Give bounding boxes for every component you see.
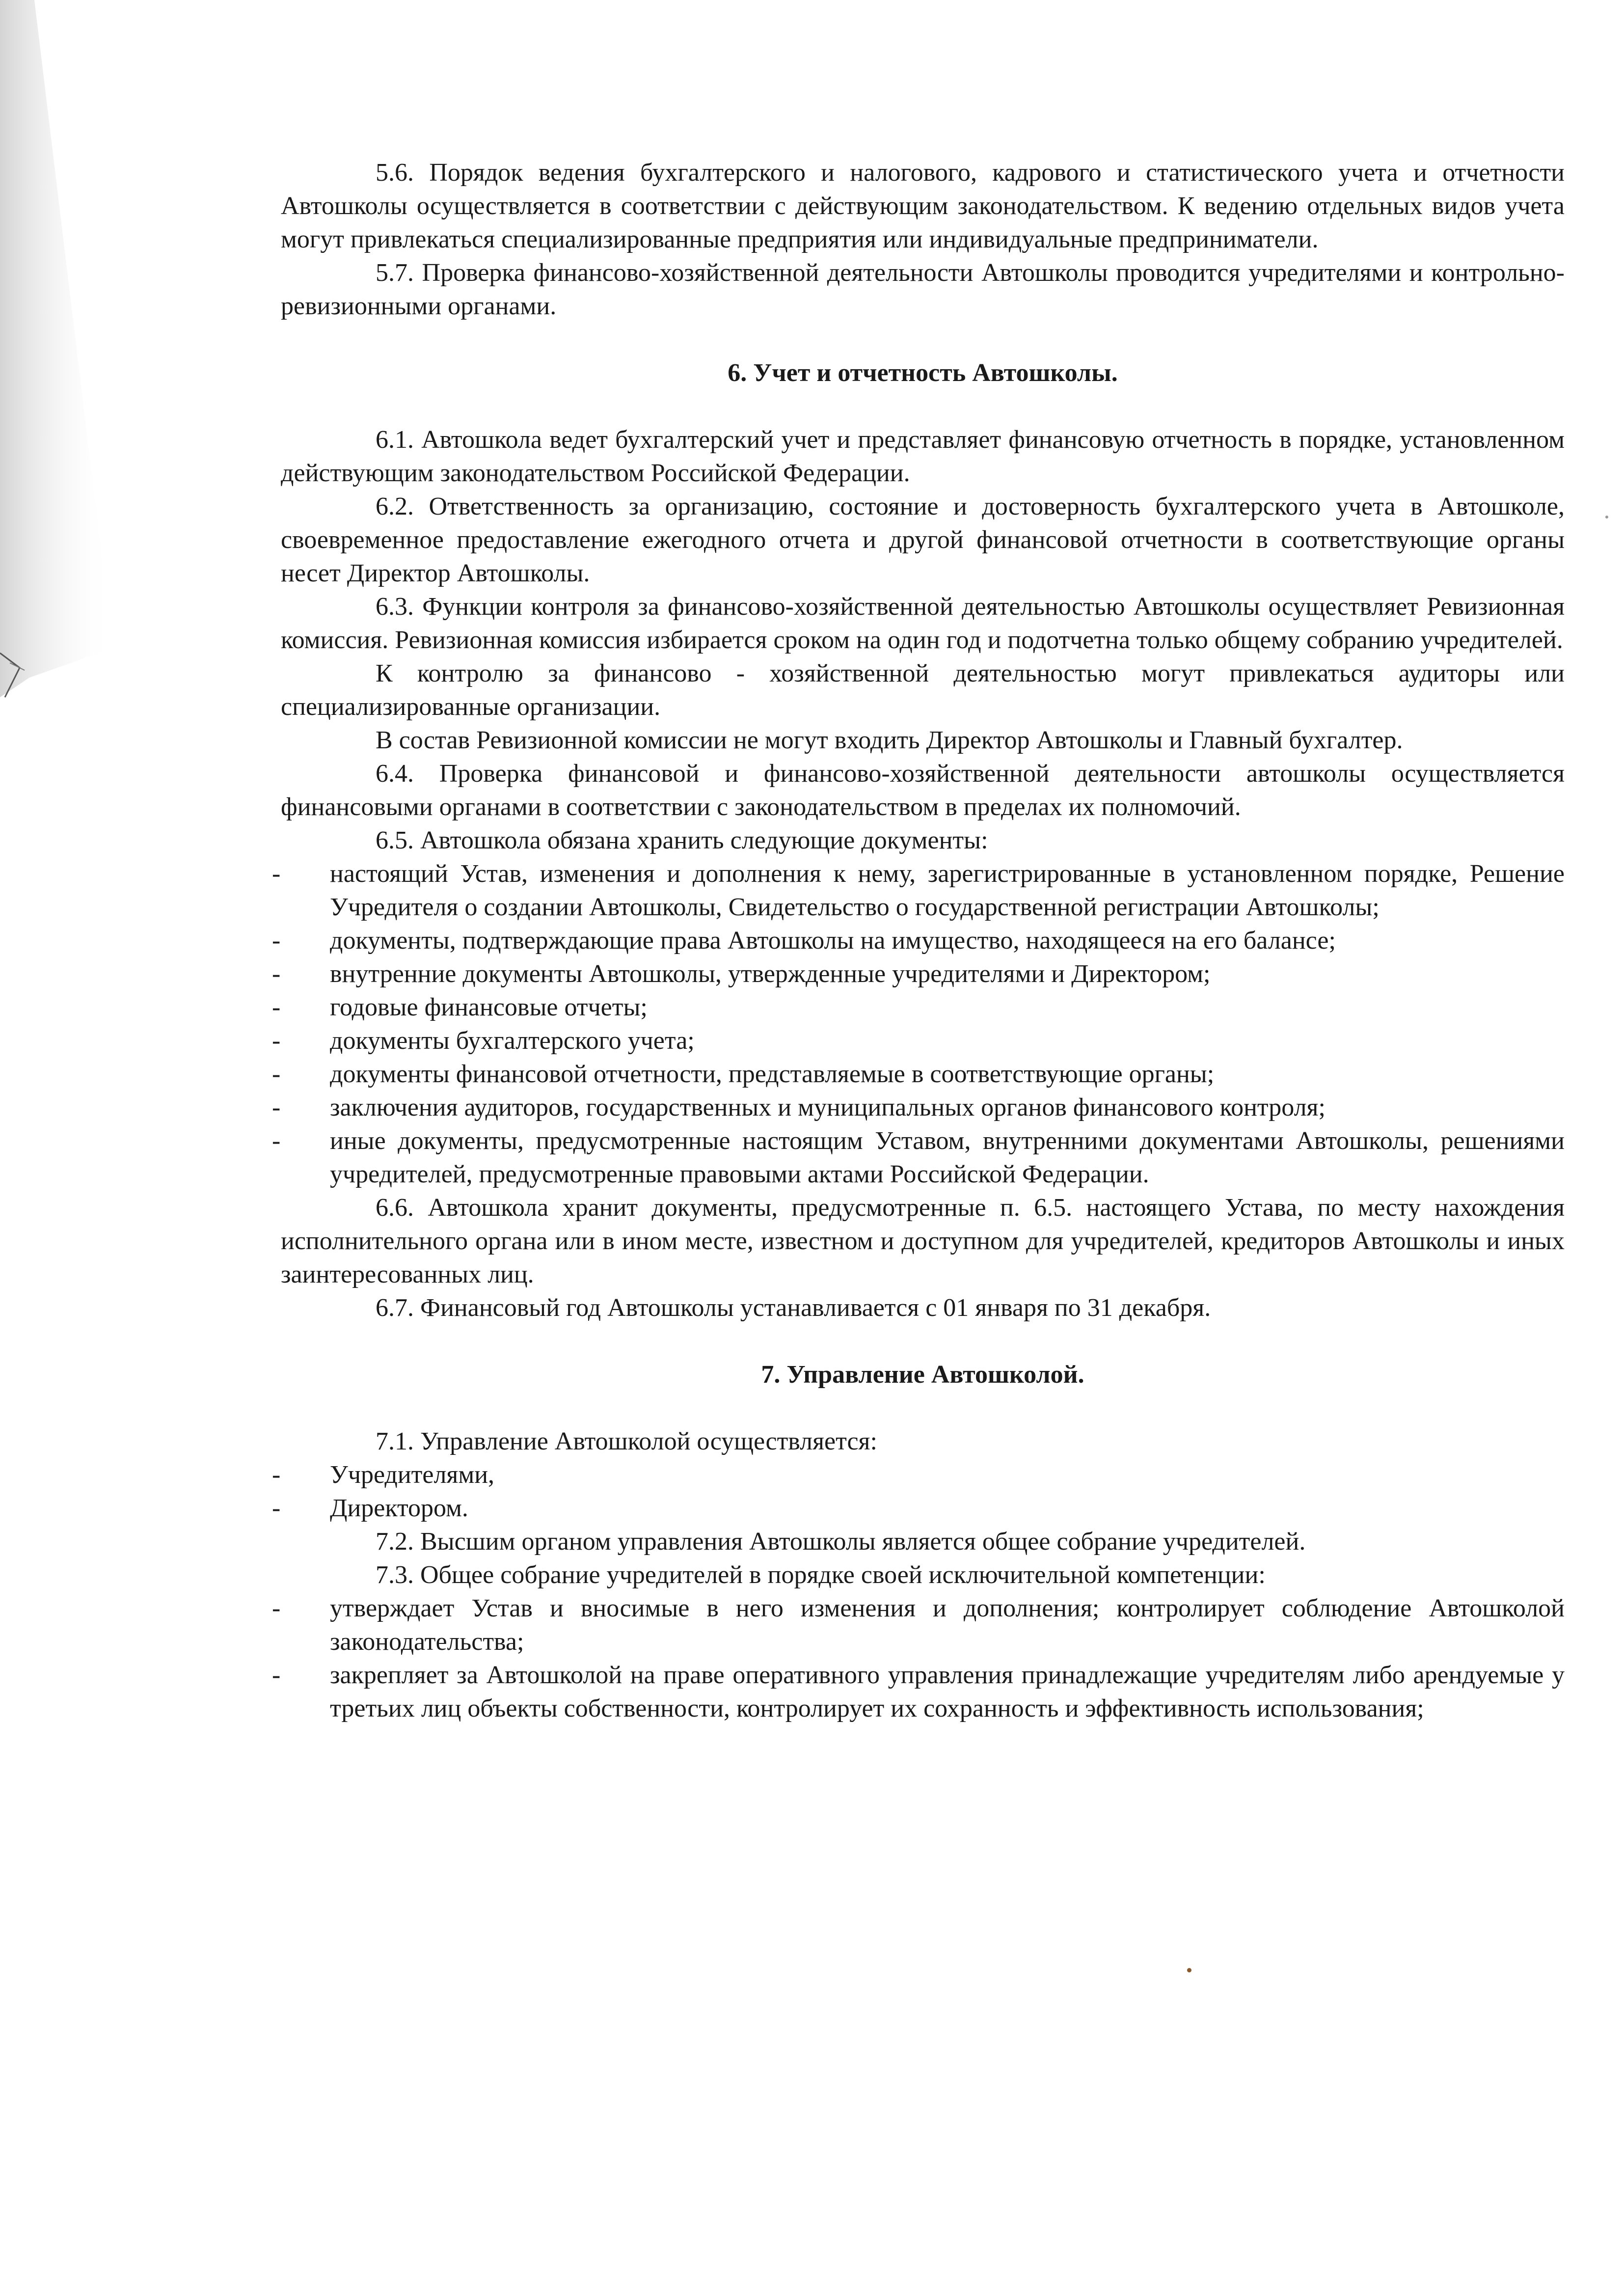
list-item: - заключения аудиторов, государственных и муниципальных органов финансового контроля;: [281, 1091, 1565, 1124]
dash-marker: -: [272, 1661, 281, 1689]
list-item: - документы бухгалтерского учета;: [281, 1024, 1565, 1058]
section-6-heading: 6. Учет и отчетность Автошколы.: [728, 359, 1118, 387]
scan-speck: [1605, 516, 1608, 519]
paragraph-6-2: 6.2. Ответственность за организацию, состояние и достоверность бухгалтерского учета в Автошколе, своевременное предоставление ежегодного отчета и другой финансовой отчетности в соответствующие органы несет Директор Автошколы.: [281, 492, 1565, 587]
list-7-1: [272, 1458, 1565, 1525]
paragraph-6-3-composition: В состав Ревизионной комиссии не могут входить Директор Автошколы и Главный бухгалтер.: [376, 726, 1403, 754]
dash-marker: -: [272, 1594, 281, 1622]
page-fold-shadow: [0, 0, 128, 737]
list-item: - настоящий Устав, изменения и дополнения к нему, зарегистрированные в установленном порядке, Решение Учредителя о создании Автошколы, Свидетельство о государственной регистрации Автошколы;: [281, 857, 1565, 924]
list-7-3: [272, 1592, 1565, 1725]
paragraph-6-3: 6.3. Функции контроля за финансово-хозяйственной деятельностью Автошколы осуществляет Ревизионная комиссия. Ревизионная комиссия избирается сроком на один год и подотчетна только общему собранию учредителей.: [281, 593, 1565, 654]
dash-marker: -: [272, 1060, 281, 1088]
dash-marker: -: [272, 860, 281, 888]
dash-marker: -: [272, 1093, 281, 1121]
dash-marker: -: [272, 1494, 281, 1522]
paragraph-6-4: 6.4. Проверка финансовой и финансово-хозяйственной деятельности автошколы осуществляется финансовыми органами в соответствии с законодательством в пределах их полномочий.: [281, 760, 1565, 821]
paragraph-6-1: 6.1. Автошкола ведет бухгалтерский учет и представляет финансовую отчетность в порядке, установленном действующим законодательством Российской Федерации.: [281, 426, 1565, 487]
dash-marker: -: [272, 960, 281, 988]
list-item: - утверждает Устав и вносимые в него изменения и дополнения; контролирует соблюдение Автошколой законодательства;: [281, 1592, 1565, 1659]
paragraph-6-6: 6.6. Автошкола хранит документы, предусмотренные п. 6.5. настоящего Устава, по месту нахождения исполнительного органа или в ином месте, известном и доступном для учредителей, кредиторов Автошколы и иных заинтересованных лиц.: [281, 1194, 1565, 1288]
list-item: - Директором.: [281, 1492, 1565, 1525]
document-body: [272, 156, 1565, 1725]
list-item: - внутренние документы Автошколы, утвержденные учредителями и Директором;: [281, 957, 1565, 991]
list-item: - документы, подтверждающие права Автошколы на имущество, находящееся на его балансе;: [281, 924, 1565, 957]
list-item: - годовые финансовые отчеты;: [281, 991, 1565, 1024]
dash-marker: -: [272, 993, 281, 1021]
paragraph-7-1: 7.1. Управление Автошколой осуществляется:: [376, 1427, 877, 1455]
paragraph-6-7: 6.7. Финансовый год Автошколы устанавливается с 01 января по 31 декабря.: [376, 1294, 1211, 1322]
paragraph-5-7: 5.7. Проверка финансово-хозяйственной деятельности Автошколы проводится учредителями и контрольно-ревизионными органами.: [281, 259, 1565, 320]
list-item: - закрепляет за Автошколой на праве оперативного управления принадлежащие учредителям либо арендуемые у третьих лиц объекты собственности, контролирует их сохранность и эффективность использования;: [281, 1659, 1565, 1725]
paragraph-6-3-auditors: К контролю за финансово - хозяйственной деятельностью могут привлекаться аудиторы или специализированные организации.: [281, 659, 1565, 721]
paragraph-6-5: 6.5. Автошкола обязана хранить следующие документы:: [376, 826, 988, 854]
dash-marker: -: [272, 1027, 281, 1055]
paragraph-7-3: 7.3. Общее собрание учредителей в порядке своей исключительной компетенции:: [376, 1561, 1266, 1589]
section-7-heading: 7. Управление Автошколой.: [761, 1361, 1084, 1389]
dash-marker: -: [272, 927, 281, 955]
dash-marker: -: [272, 1461, 281, 1489]
paragraph-7-2: 7.2. Высшим органом управления Автошколы является общее собрание учредителей.: [376, 1528, 1306, 1556]
scan-speck: [1187, 1968, 1191, 1972]
list-item: - документы финансовой отчетности, представляемые в соответствующие органы;: [281, 1058, 1565, 1091]
list-6-5: [272, 857, 1565, 1191]
list-item: - Учредителями,: [281, 1458, 1565, 1492]
list-item: - иные документы, предусмотренные настоящим Уставом, внутренними документами Автошколы, решениями учредителей, предусмотренные правовыми актами Российской Федерации.: [281, 1124, 1565, 1191]
paragraph-5-6: 5.6. Порядок ведения бухгалтерского и налогового, кадрового и статистического учета и отчетности Автошколы осуществляется в соответствии с действующим законодательством. К ведению отдельных видов учета могут привлекаться специализированные предприятия или индивидуальные предприниматели.: [281, 159, 1565, 253]
dash-marker: -: [272, 1127, 281, 1155]
